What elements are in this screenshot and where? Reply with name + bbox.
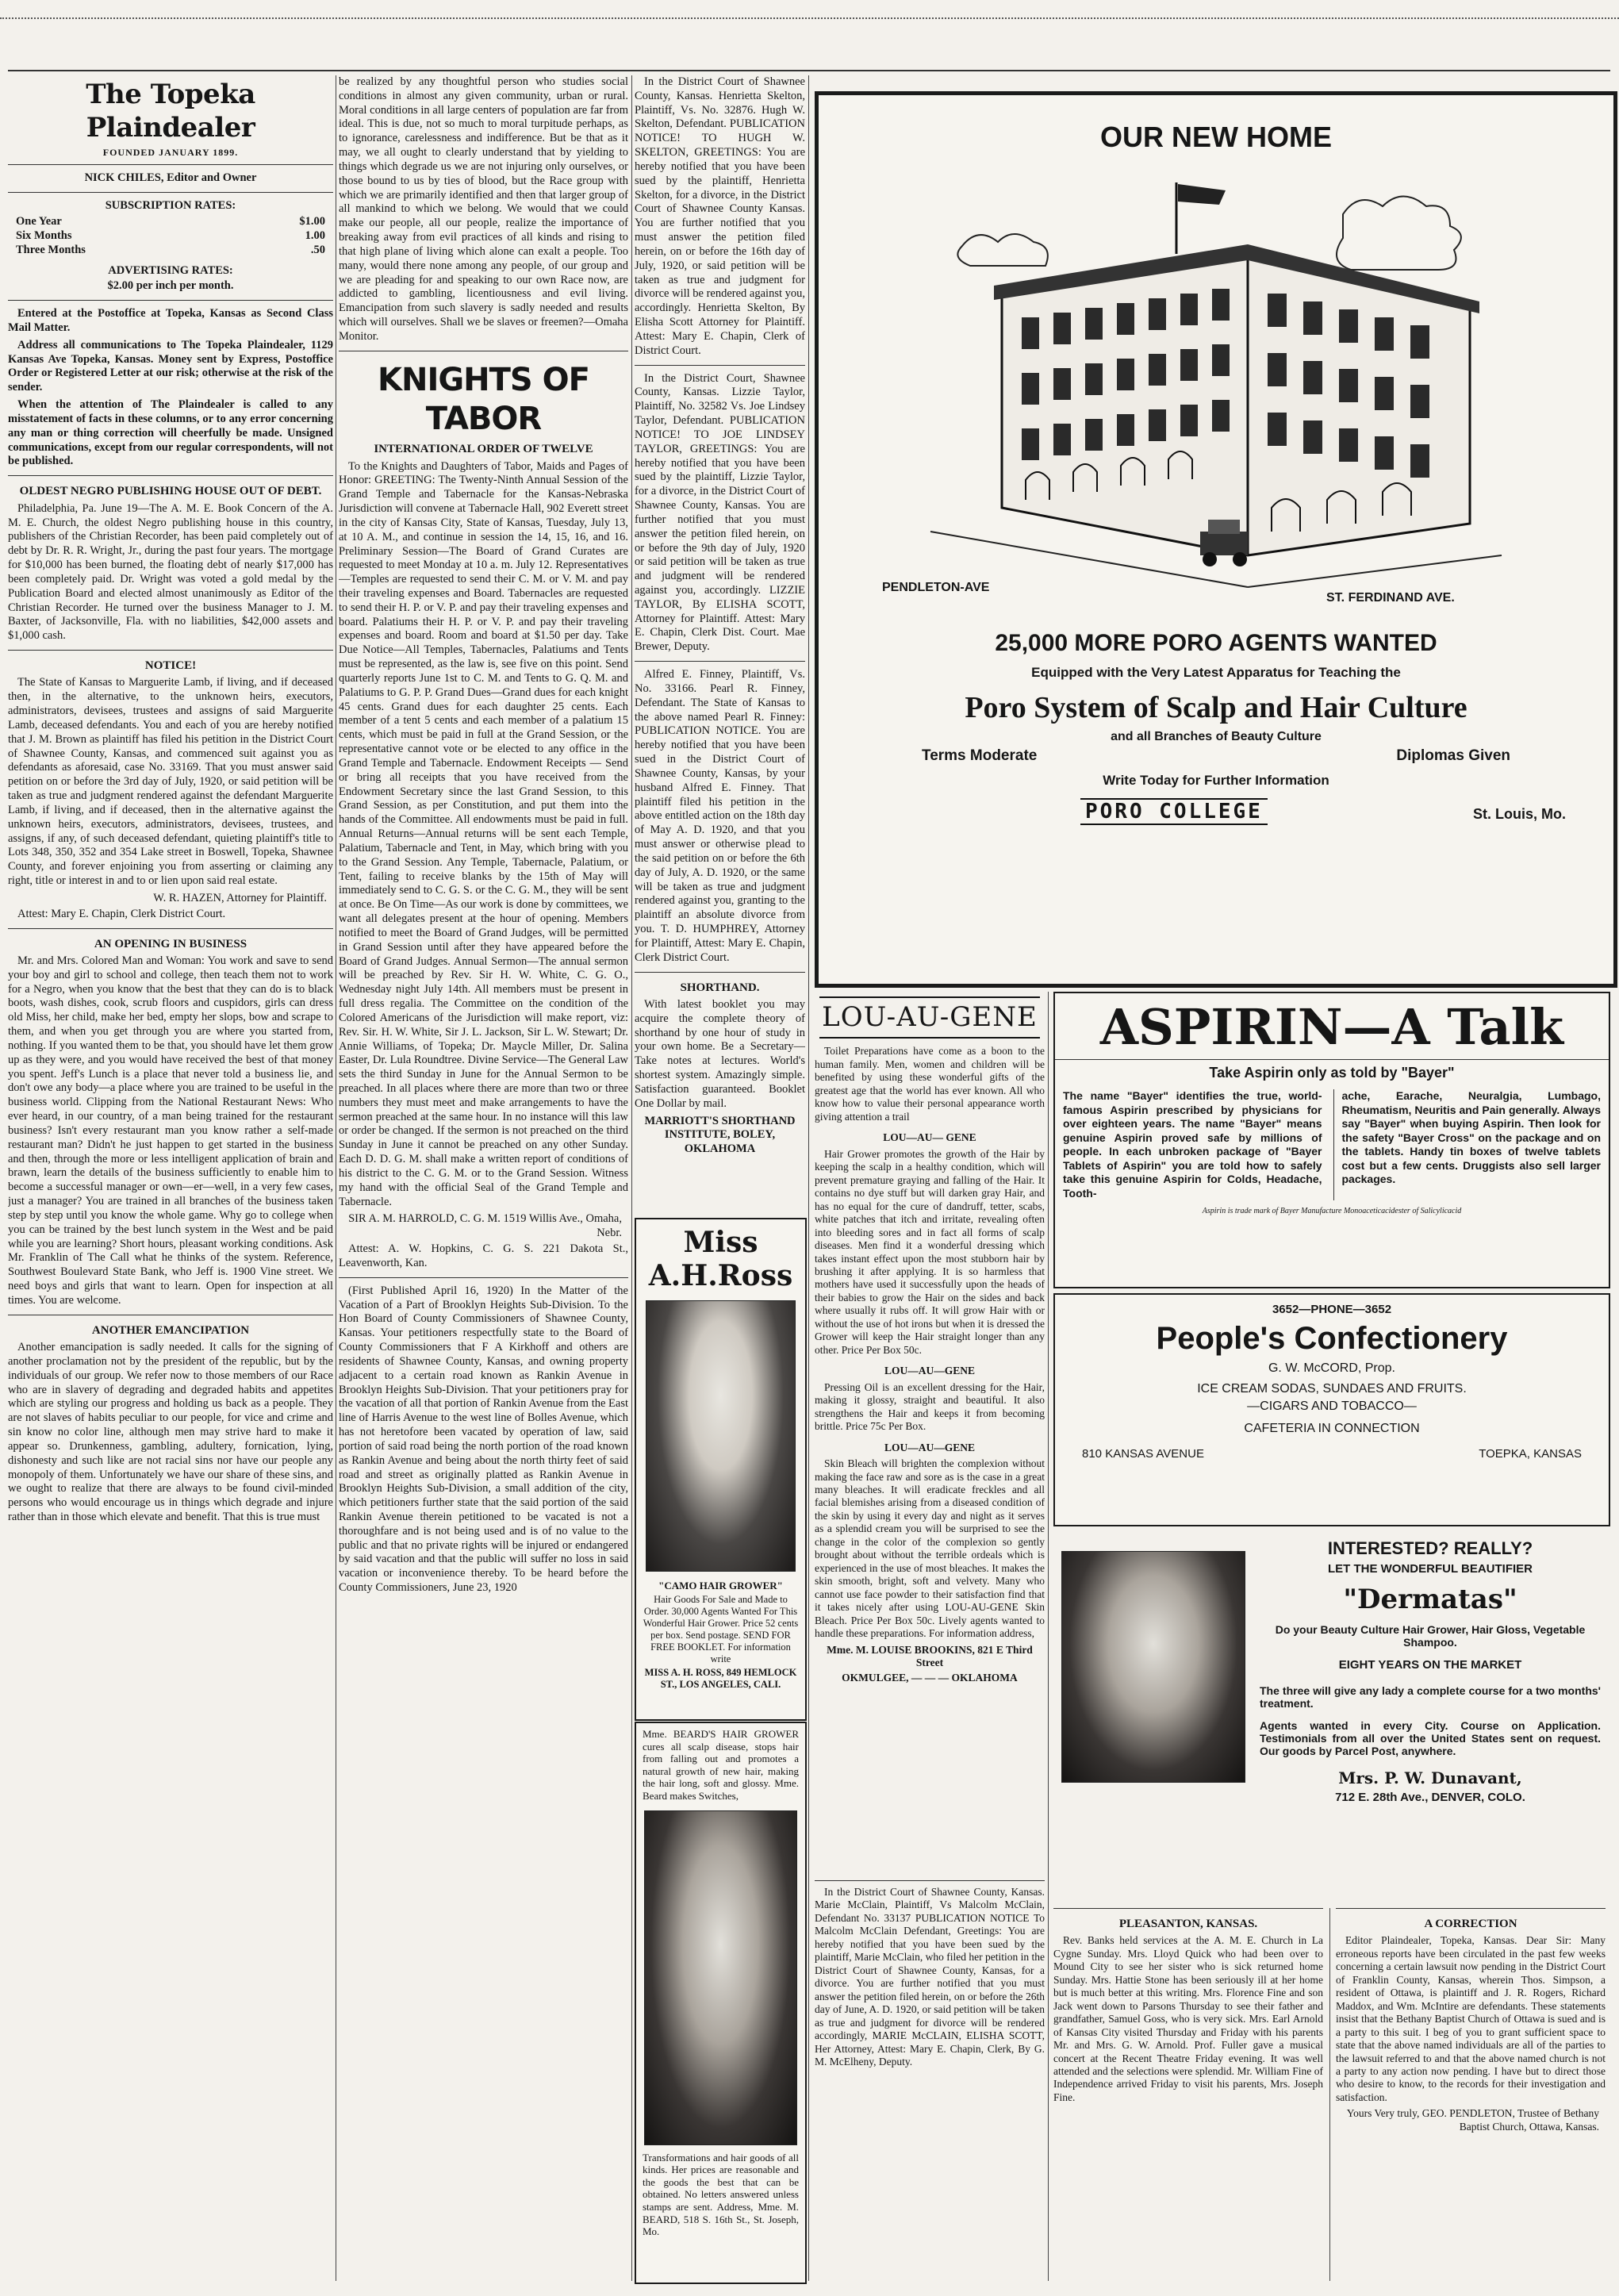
peoples-address: 810 KANSAS AVENUE [1082, 1447, 1204, 1461]
legal-notice-body: In the District Court of Shawnee County, Kansas. Marie McClain, Plaintiff, Vs Malcolm McClain, Defendant No. 33137 PUBLICATION NOTICE To Malcolm McClain Defendant, Greetings: You are hereby notified that you have been sued by the plaintiff, Marie McClain, who filed her petition in the District Court of Shawnee County, Kansas, for a divorce. You are further notified that you must answer the petition filed herein, on or before the 26th day of June, A. D. 1920, or said petition will be taken as true and judgment for divorce will be rendered accordingly, MARIE McCLAIN, ELISHA SCOTT, Her Attorney, Attest: Mary E. Chapin, Clerk, By G. M. McElheny, Deputy. [815, 1886, 1045, 2068]
shorthand-body: With latest booklet you may acquire the complete theory of shorthand by one hour of study in your own home. Be a Secretary—Take notes at lectures. World's shortest system. Amazingly simple. Satisfaction guaranteed. Booklet One Dollar by mail. [635, 997, 805, 1110]
dermatas-headline: INTERESTED? REALLY? [1327, 1538, 1533, 1558]
flag-icon [1178, 184, 1226, 205]
lou-hair-grower: Hair Grower promotes the growth of the Hair by keeping the scalp in a healthy condition, which will prevent premature graying and falling of the Hair. It contains no dye stuff but will darken gray Hair, and has no equal for the cure of dandruff, tetter, scabs, white patches that itch and irritate, revealing often into bleeding sores and in fact all forms of scalp diseases. Men find it a wonderful dressing which takes instant effect upon the most stubborn hair by brushing it after applying. It is so harmless that mothers have used it successfully upon the heads of their babies to grow the Hair on the sides and back where usually it rubs off. It will grow Hair with or without the use of hot irons but when it is dressed the Grower will keep the Hair straight longer than any other. Price Per Box 50c. [815, 1147, 1045, 1356]
lou-heading: LOU—AU—GENE [884, 1441, 975, 1453]
poro-college-advertisement [815, 91, 1617, 988]
lou-au-gene-logo: LOU-AU-GENE [819, 996, 1040, 1039]
cloud-icon [1337, 197, 1461, 271]
rate-row-2: Three Months .50 [16, 243, 325, 256]
poro-diplomas: Diplomas Given [1396, 747, 1510, 764]
poro-footer [819, 795, 1613, 835]
divider [635, 972, 805, 973]
dermatas-name: "Dermatas" [1343, 1584, 1517, 1615]
aspirin-subheadline: Take Aspirin only as told by "Bayer" [1055, 1059, 1609, 1081]
correction-column [1336, 1908, 1606, 2282]
aspirin-advertisement [1053, 992, 1610, 1288]
peoples-name: People's Confectionery [1156, 1321, 1508, 1356]
pleasanton-body: Rev. Banks held services at the A. M. E. Church in La Cygne Sunday. Mrs. Lloyd Quick who had been over to Mound City to see her sister who is sick returned home Sunday. Mrs. Hattie Stone has been seriously ill at her home but is much better at this writing. Mrs. Florence Fine and son Jack went down to Parsons Thursday to see their father and grandfather, Samuel Goss, who is very sick. Mrs. Earl Arnold of Kansas City visited Thursday and Friday with his parents Mr. and Mrs. G. W. Arnold. Prof. Fuller gave a musical concert at the Recent Theatre Friday evening. It was well attended and the selections were splendid. Mr. William Fine of Independence arrived Friday to visit his parents, Mrs. Joseph Fine. [1053, 1934, 1323, 2103]
divider [8, 475, 333, 476]
divider [635, 661, 805, 662]
notice-body: The State of Kansas to Marguerite Lamb, if living, and if deceased then, in the alternative, to the unknown heirs, executors, administrators, devisees, trustees and assigns of said Marguerite Lamb, deceased defendants. You and each of you are hereby notified that J. M. Brown as plaintiff has filed his petition in the District Court of Shawnee County, Kansas, and commenced suit against you as defendants as aforesaid, case No. 33169. That you must answer said petition on or before the 3rd day of July, 1920, or said petition will be taken as true and judgment rendered against the defendant Marguerite Lamb, if living, and if deceased, then in the alternative against the unknown heirs, executors, administrators, devisees, trustees, and assigns, if any, of such deceased defendant, quieting plaintiff's title to Lots 348, 350, 352 and 354 Lake street in Boswell, Topeka, Shawnee County, and forever enjoining you from asserting or claiming any right, title or interest in and to or lien upon said real estate. [8, 676, 333, 888]
legal-notice-body: In the District Court of Shawnee County, Kansas. Henrietta Skelton, Plaintiff, Vs. No. 32876. Hugh W. Skelton, Defendant. PUBLICATION NOTICE! TO HUGH W. SKELTON, GREETINGS: You are hereby notified that you have been sued by the plaintiff, Henrietta Skelton, for a divorce, in the District Court of Shawnee County Kansas. You are further notified that you must answer the petition filed herein, on or before the 16th day of July, 1920, or said petition will be taken as true and judgment for divorce will be rendered against you, accordingly. Henrietta Skelton, By Elisha Scott Attorney for Plaintiff. Attest: Mary E. Chapin, Clerk of District Court. [635, 75, 805, 357]
ross-title: Miss A.H.Ross [648, 1226, 793, 1292]
address-notice: Address all communications to The Topeka Plaindealer, 1129 Kansas Ave Topeka, Kansas. Money sent by Express, Postoffice Order or Registered Letter at our risk; otherwise at the risk of the sender. [8, 338, 333, 394]
peoples-line2: —CIGARS AND TOBACCO— [1247, 1399, 1417, 1413]
beard-bottom-text: Transformations and hair goods of all kinds. Her prices are reasonable and the goods the best that can be obtained. No letters answered unless stamps are sent. Address, Mme. M. BEARD, 518 S. 16th St., St. Joseph, Mo. [643, 2151, 799, 2238]
divider [8, 300, 333, 301]
dermatas-signature: Mrs. P. W. Dunavant, [1338, 1768, 1522, 1787]
divider [339, 1277, 628, 1278]
pleasanton-column [1053, 1908, 1323, 2282]
notice-heading: NOTICE! [144, 659, 197, 672]
poro-headline: OUR NEW HOME [1100, 121, 1332, 153]
advertising-rates-text: $2.00 per inch per month. [107, 279, 234, 293]
editor-line: NICK CHILES, Editor and Owner [84, 171, 257, 185]
peoples-address-row [1055, 1436, 1609, 1461]
rate-row-0: One Year $1.00 [16, 215, 325, 228]
article-body: Philadelphia, Pa. June 19—The A. M. E. Book Concern of the A. M. E. Church, the oldest Negro publishing house in this country, publishers of the Christian Recorder, has been paid completely out of debt by Dr. R. R. Wright, Jr., during the past four years. The mortgage for $10,000 has been burned, the floating debt of nearly $17,000 has been completely paid. Dr. Wright was voted a gold medal by the Publication Board and elected almost unanimously as Editor of the Christian Recorder. He turned over the business Manager to J. M. Baxter, of Jacksonville, Fla. with no liabilities, $42,000 assets and $1,000 cash. [8, 501, 333, 643]
article-body: To the Knights and Daughters of Tabor, Maids and Pages of Honor: GREETING: The Twenty-Ninth Annual Session of the Grand Temple and Tabernacle for the Kansas-Nebraska Jurisdiction will convene at Tabernacle Hall, 902 Everett street in the city of Kansas City, State of Kansas, Tuesday, July 13, at 10 A. M., and continue in session the 14, 15, 16, and 16. Preliminary Session—The Board of Grand Curates are requested to meet Monday at 10 a. m. July 12. Representatives—Temples are requested to send their C. M. or V. M. and pay their traveling expenses and Board. Tabernacles are requested to send their H. P. or V. P. and pay their traveling expenses and board. Palatiums their H. P. or V. P. and pay their traveling expenses and board. Room and board at $1.50 per day. Take Due Notice—All Temples, Tabernacles, Palatiums and Tents must be represented, as the law is, see five on this point. Send quarterly reports June 1st to C. M. and Tents to G. Q. M. and Palatiums to G. P. P. Grand Dues—Grand dues for each knight 45 cents. Grand dues for each daughter 25 cents. Each member of a tent 5 cents and each member of a palatium 15 cents, which must be paid in full at the Grand Session, or the representative cannot vote or be elected to any office in the Grand Temple and Tabernacle. Endowment Receipts — Send or bring all receipts that you have received from the Endowment Secretary since the last Grand Session, to this Grand Session, as per Constitution, and put them into the hands of the Committee. All endowments must be paid in full. Annual Returns—Annual returns will be sent each Temple, Palatium, Tabernacle and Tent, in May, which bring with you to the Grand Session. Any Temple, Tabernacle, Palatium, or Tent, failing to receive blanks by the 15th of May will immediately send to C. G. S. or the C. G. M., they will be sent at once. Be On Time—As our work is done by committees, we want all delegates present at the hour of opening. Members notified to meet the Board of Grand Judges, will be permitted in Grand Session until after they have appeared before the Board of Grand Judges. Annual Sermon—The annual sermon will be preached by Rev. Sir H. W. White, C. G. O., Wednesday night July 14th. All members must be present in full dress regalia. The Committee on the condition of the Colored Americans of the Jurisdiction will make report, viz: Rev. Sir. H. W. White, Sir J. L. Jackson, Sir L. W. Stewart; Dr. Annie Williams, of Topeka; Dr. Maycle Miller, Dr. Salina Easter, Dr. Lula Roundtree. Divine Service—The General Law sets the third Sunday in June for the Annual Sermon to be preached. In all places where there are more than two or three numbers they must meet and make arrangements to have the sermon preached at the same hour. In no instance will this law or order be changed. If the sermon is not preached on the third Sunday in June it cannot be preached on any other Sunday. Each D. D. G. M. shall make a written report of conditions of his district to the C. G. M. or to the Grand Session. Witness my hand with the official Seal of the Grand Temple and Tabernacle. [339, 459, 628, 1208]
attention-notice: When the attention of The Plaindealer is called to any misstatement of facts in these columns, or to any error concerning any man or thing correction will cheerfully be made. Unsigned communications, except from our regular correspondents, will not be published. [8, 398, 333, 468]
peoples-confectionery-advertisement [1053, 1293, 1610, 1526]
article-heading: OLDEST NEGRO PUBLISHING HOUSE OUT OF DEBT. [19, 485, 322, 498]
ross-caption-text: Hair Goods For Sale and Made to Order. 30,000 Agents Wanted For This Wonderful Hair Grower. Price 52 cents per box. Send postage. SEND FOR FREE BOOKLET. For information write [643, 1594, 799, 1664]
column-rule-4 [1048, 992, 1049, 2281]
legal-notice-body: Alfred E. Finney, Plaintiff, Vs. No. 33166. Pearl R. Finney, Defendant. The State of Kansas to the above named Pearl R. Finney: PUBLICATION NOTICE. You are hereby notified that you have been sued in the District Court of Shawnee County, Kansas, by your husband Alfred E. Finney. That plaintiff filed his petition in the above entitled action on the 18th day of May A. D. 1920, and that you must answer or otherwise plead to the said petition on or before the 6th day of July, A. D. 1920, or the same will be taken as true and judgment rendered against you, granting to the plaintiff an absolute divorce from you. T. D. HUMPHREY, Attorney for Plaintiff, Attest: Mary E. Chapin, Clerk District Court. [635, 668, 805, 964]
beard-advertisement [635, 1722, 807, 2284]
column-rule-5 [1329, 1908, 1330, 2281]
lou-city: OKMULGEE, — — — OKLAHOMA [842, 1671, 1018, 1684]
legal-notice-body: In the District Court, Shawnee County, Kansas. Lizzie Taylor, Plaintiff, No. 32582 Vs. Joe Lindsey Taylor, Defendant. PUBLICATION NOTICE! TO JOE LINDSEY TAYLOR, GREETINGS: You are hereby notified that you have been sued by the plaintiff, Lizzie Taylor, for a divorce, in the District Court of Shawnee County, Kansas. You are further notified that you must answer the petition filed herein, on or before the 9th day of July, 1920 or said petition will be taken as true and judgment will be rendered against you, accordingly. LIZZIE TAYLOR, By ELISHA SCOTT, Attorney for Plaintiff. Attest: Mary E. Chapin, Clerk Dist. Court. Mae Brewer, Deputy. [635, 371, 805, 654]
column-rule-2 [631, 75, 632, 2281]
poro-college-logo: PORO COLLEGE [1080, 798, 1268, 825]
shorthand-heading: SHORTHAND. [680, 981, 760, 994]
building-outline [1002, 254, 1470, 555]
knights-of-tabor-title: KNIGHTS OF TABOR [377, 361, 589, 437]
poro-agents-wanted: 25,000 MORE PORO AGENTS WANTED [995, 630, 1437, 656]
pleasanton-heading: PLEASANTON, KANSAS. [1118, 1918, 1258, 1930]
ross-advertisement [635, 1218, 807, 1721]
column-1 [8, 75, 333, 2281]
entered-notice: Entered at the Postoffice at Topeka, Kansas as Second Class Mail Matter. [8, 307, 333, 334]
peoples-city: TOEPKA, KANSAS [1479, 1447, 1582, 1461]
aspirin-text-right: ache, Earache, Neuralgia, Lumbago, Rheumatism, Neuritis and Pain generally. Always say "Bayer" when buying Aspirin. Then look for the safety "Bayer Cross" on the package and on the tablets. Handy tin boxes of twelve tablets cost but a few cents. Druggists also sell larger packages. [1333, 1089, 1602, 1200]
street-label-right: ST. FERDINAND AVE. [1326, 591, 1455, 605]
dermatas-text-4: Agents wanted in every City. Course on Application. Testimonials from all over the United States sent on request. Our goods by Parcel Post, anywhere. [1260, 1719, 1601, 1757]
founded-line: FOUNDED JANUARY 1899. [102, 146, 239, 158]
poro-terms: Terms Moderate [922, 747, 1038, 764]
dermatas-text-1: Do your Beauty Culture Hair Grower, Hair Gloss, Vegetable Shampoo. [1275, 1623, 1586, 1649]
cloud-icon [957, 234, 1047, 266]
poro-building-illustration [915, 159, 1517, 603]
dermatas-text-2: EIGHT YEARS ON THE MARKET [1338, 1658, 1522, 1672]
poro-equipped: Equipped with the Very Latest Apparatus for Teaching the [1031, 665, 1401, 680]
poro-city: St. Louis, Mo. [1473, 806, 1566, 822]
article-body: Another emancipation is sadly needed. It calls for the signing of another proclamation not by the president of the republic, but by the individuals of our group. We refer now to those members of our Race who are in slavery of degrading and degraded habits and appetites which are styling our progress and holding us back as a people. They are not slaves of habits peculiar to our people, for vice and crime and sin know no color line, although men may strive hard to make it appear so. Drunkenness, gambling, adultery, fornication, lying, dishonesty and such like are not racial sins nor have our people any monopoly of them. Unfortunately we have our share of these sins, and we ought to realize that there are always to be found civil-minded persons who would encourage us in things which degrade and injure rather than in those which elevate and benefit. That this is true must [8, 1341, 333, 1524]
torn-top-edge [0, 0, 1619, 19]
mcclain-notice [815, 1880, 1045, 2286]
correction-heading: A CORRECTION [1424, 1918, 1517, 1930]
lou-pressing-oil: Pressing Oil is an excellent dressing for the Hair, making it glossy, straight and beautiful. It also strengthens the Hair and keeps it from becoming brittle. Price 75c Per Box. [815, 1380, 1045, 1433]
peoples-line3: CAFETERIA IN CONNECTION [1244, 1422, 1420, 1435]
divider [8, 650, 333, 651]
street-label-left: PENDLETON-AVE [882, 581, 990, 594]
dermatas-portrait [1061, 1551, 1245, 1783]
knights-signature: SIR A. M. HARROLD, C. G. M. 1519 Willis Ave., Omaha, Nebr. [348, 1212, 622, 1240]
notice-signature: W. R. HAZEN, Attorney for Plaintiff. [153, 891, 327, 904]
article-heading: ANOTHER EMANCIPATION [91, 1323, 250, 1337]
beard-text: Mme. BEARD'S HAIR GROWER cures all scalp disease, stops hair from falling out and promotes a natural growth of new hair, making the hair long, soft and glossy. Mme. Beard makes Switches, [643, 1728, 799, 1802]
poro-system: Poro System of Scalp and Hair Culture [965, 691, 1467, 724]
column-2 [339, 75, 628, 2281]
ross-address: MISS A. H. ROSS, 849 HEMLOCK ST., LOS ANGELES, CALI. [644, 1667, 797, 1690]
divider [8, 192, 333, 193]
dermatas-text-3: The three will give any lady a complete course for a two months' treatment. [1260, 1684, 1601, 1710]
correction-body: Editor Plaindealer, Topeka, Kansas. Dear Sir: Many erroneous reports have been circulated in the past few weeks concerning a certain lawsuit now pending in the District Court of Franklin County, Kansas, wherein Thos. Simpson, a resident of Ottawa, is plaintiff and J. R. Rogers, Richard Maddox, and Wm. McIntire are defendants. These statements insist that the Bethany Baptist Church of Ottawa is sued and is a party to this suit. I beg of you to grant sufficient space to state that the above named individuals are all of the parties to the lawsuit referred to and that the above named church is not a party to any action now pending. I have but to direct those who desire to know, to the records for their investigation and satisfaction. [1336, 1934, 1606, 2103]
correction-signature: Yours Very truly, GEO. PENDLETON, Trustee of Bethany Baptist Church, Ottawa, Kansas. [1346, 2107, 1599, 2133]
beard-portrait [644, 1810, 797, 2145]
advertising-rates-heading: ADVERTISING RATES: [108, 263, 233, 277]
article-body: be realized by any thoughtful person who studies social conditions in almost any given community, urban or rural. Moral conditions in all large centers of population are far from ideal. This is due, not so much to moral turpitude perhaps, as to ignorance, carelessness and indifference. But be that as it may, we all ought to clearly understand that by yielding to things which degrade us we are not injuring only ourselves, or those bound to us by ties of blood, but the Race group with which we are primarily identified and then that larger group of all mankind to which we belong. We would that we could make our people, all our people, realize the importance of breaking away from evil practices of all kinds and rising to that high plane of living which alone can exalt a people. Too many, would there none among any people, of our group and we are pleading for and speaking to our own Race now, are addicted to gambling, licentiousness and evil living. Emancipation from such slavery is sadly needed and results which will ourselves. Shall we be slaves or freemen?—Omaha Monitor. [339, 75, 628, 343]
divider [8, 928, 333, 929]
lou-heading: LOU—AU—GENE [884, 1365, 975, 1377]
divider [635, 365, 805, 366]
legal-notice-body: (First Published April 16, 1920) In the Matter of the Vacation of a Part of Brooklyn Heights Sub-Division. To the Hon Board of County Commissioners of Shawnee County, Kansas. Your petitioners respectfully state to the Board of County Commissioners that F A Kirkhoff and others are residents of Shawnee County, Kansas, and owning property adjacent to a certain road known as Rankin Avenue in Brooklyn Heights Sub-Division. That your petitioners pray for the vacation of all that portion of Rankin Avenue from the East line of Harris Avenue to the west line of Bolles Avenue, which has not heretofore been vacated by operation of law, said portion of said road being the north portion of the road known as Rankin Avenue and being about the north thirty feet of said road and street as originally platted as Rankin Avenue in Brooklyn Heights Sub-Division, a small addition of the city, which petitioners further state that the said portion of the said Rankin Avenue therein petitioned to be vacated is not a thoroughfare and is not being used and is of no value to the public and that no private rights will be injured or endangered by said vacation and that the public will suffer no loss in said vacation or inconvenience thereby. To be heard before the County Commissioners, June 23, 1920 [339, 1284, 628, 1595]
poro-write: Write Today for Further Information [1103, 773, 1329, 788]
peoples-prop: G. W. McCORD, Prop. [1268, 1361, 1395, 1375]
article-heading: AN OPENING IN BUSINESS [94, 937, 247, 950]
masthead-title: The Topeka Plaindealer [86, 79, 255, 144]
column-3 [635, 75, 805, 1218]
column-rule-3 [808, 75, 809, 2281]
poro-terms-row [819, 744, 1613, 768]
lou-au-gene-advertisement [815, 992, 1045, 1872]
knights-of-tabor-subtitle: INTERNATIONAL ORDER OF TWELVE [374, 443, 593, 456]
lou-heading: LOU—AU— GENE [883, 1131, 976, 1144]
lou-contact: Mme. M. LOUISE BROOKINS, 821 E Third Street [827, 1643, 1033, 1669]
peoples-line1: ICE CREAM SODAS, SUNDAES AND FRUITS. [1197, 1382, 1467, 1396]
dermatas-text-block [1260, 1538, 1601, 1804]
rate-row-1: Six Months 1.00 [16, 228, 325, 242]
shorthand-institute: MARRIOTT'S SHORTHAND INSTITUTE, BOLEY, OKLAHOMA [644, 1114, 796, 1156]
ross-portrait [646, 1300, 796, 1572]
aspirin-headline: ASPIRIN—A Talk [1099, 998, 1564, 1056]
dermatas-subheadline: LET THE WONDERFUL BEAUTIFIER [1327, 1562, 1533, 1576]
lou-skin-bleach: Skin Bleach will brighten the complexion without making the face raw and sore as is the case in a great many bleaches. It will eradicate freckles and all facial blemishes arising from a diseased condition of the skin by using it every day and night as it serves as a splendid cream you will be surprised to see the change in the color of the complexion so gently brought about without the terrible ordeals which is experienced in the use of most bleaches. It makes the skin smooth, bright, soft and velvety. Many who cannot use face powder to their satisfaction find that it takes nicely after using LOU-AU-GENE Skin Bleach. Price Per Box 50c. Lively agents wanted to handle these preparations. For information address, [815, 1457, 1045, 1640]
article-body: Mr. and Mrs. Colored Man and Woman: You work and save to send your boy and girl to school and college, then teach them not to work for a Negro, when you know that the best that they can do is to black boots, wash dishes, cook, scrub floors and cuspidors, girls can dress old Miss, her child, make her bed, empty her slops, bow and scrape to them, and when you get through you are where you started from, nothing. If you wanted them to be that, you should have let them grow up as they were, and you would have received the best of that money you spent. Jeff's Lunch is a place that never told a business lie, and don't owe any body—a place where you are trained to be useful in the business world. Clipping from the National Restaurant News: Who ever heard, in our country, of a man being trained for the restaurant business? Isn't every restaurant man you know rather a self-made restaurant man? Didn't he just happen to get started in the business and then, through the more or less intelligent application of brain and brawn, learn the details of the business sufficiently to enable him to become a successful manager or own—er—well, in a very few cases, just a manager? You are trained in all branches of the business taken step by step until you know the whole game. Why go to college when you can be trained by the best lunch system in the West and be paid while you are learning? Short hours, pleasant working conditions. Ask Mr. Franklin of The Call what he thinks of the system. Reference, Southwest Boulevard State Bank, who Jeff is. 1900 Vine street. We need boys and girls that want to learn. Open for inspection at all times. You are welcome. [8, 954, 333, 1307]
divider [8, 164, 333, 165]
column-top-rule [8, 70, 1610, 71]
subscription-rates-heading: SUBSCRIPTION RATES: [105, 199, 236, 213]
knights-attest: Attest: A. W. Hopkins, C. G. S. 221 Dakota St., Leavenworth, Kan. [339, 1242, 628, 1269]
lou-intro: Toilet Preparations have come as a boon to the human family. Men, women and children will be benefited by using these wonderful gifts of the greatest age that the world has ever known. All who know how to value their personal appearance worth giving attention a trail [815, 1045, 1045, 1123]
notice-attest: Attest: Mary E. Chapin, Clerk District Court. [17, 907, 226, 920]
dermatas-address: 712 E. 28th Ave., DENVER, COLO. [1335, 1791, 1525, 1804]
poro-branches: and all Branches of Beauty Culture [1111, 730, 1322, 743]
dermatas-advertisement [1053, 1535, 1607, 1900]
peoples-phone: 3652—PHONE—3652 [1272, 1303, 1392, 1316]
aspirin-footer: Aspirin is trade mark of Bayer Manufacture Monoaceticacidester of Salicylicacid [1202, 1207, 1462, 1215]
aspirin-text-left: The name "Bayer" identifies the true, world-famous Aspirin prescribed by physicians for over eighteen years. The name "Bayer" means genuine Aspirin proved safe by millions of people. In each unbroken package of "Bayer Tablets of Aspirin" you are told how to safely take this genuine Aspirin for Colds, Headache, Tooth- [1063, 1089, 1322, 1200]
street-line [1248, 555, 1502, 587]
aspirin-body [1055, 1089, 1609, 1200]
ross-caption-title: "CAMO HAIR GROWER" [658, 1580, 783, 1591]
